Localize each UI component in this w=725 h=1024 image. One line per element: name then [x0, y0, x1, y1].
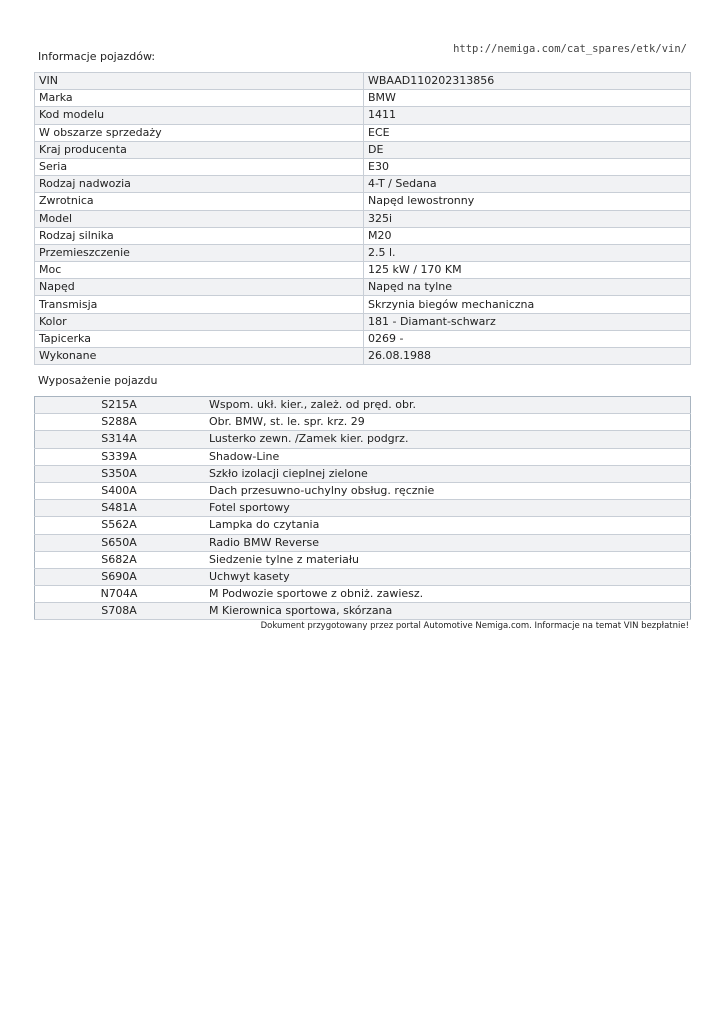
equipment-code: S650A [35, 534, 204, 551]
equipment-description: Szkło izolacji cieplnej zielone [203, 465, 691, 482]
row-value: DE [364, 141, 691, 158]
table-row [35, 210, 691, 227]
row-label: Seria [35, 158, 364, 175]
equipment-code: S682A [35, 551, 204, 568]
row-value: 0269 - [364, 330, 691, 347]
table-row [35, 176, 691, 193]
table-row [35, 414, 691, 431]
equipment-description: M Podwozie sportowe z obniż. zawiesz. [203, 586, 691, 603]
table-row [35, 158, 691, 175]
row-label: Zwrotnica [35, 193, 364, 210]
vehicle-info-table [34, 72, 691, 365]
table-row [35, 313, 691, 330]
table-row [35, 90, 691, 107]
table-row [35, 482, 691, 499]
row-label: Wykonane [35, 348, 364, 365]
equipment-code: S288A [35, 414, 204, 431]
table-row [35, 193, 691, 210]
row-value: 2.5 l. [364, 244, 691, 261]
row-label: Przemieszczenie [35, 244, 364, 261]
table-row [35, 568, 691, 585]
equipment-description: Uchwyt kasety [203, 568, 691, 585]
equipment-description: Fotel sportowy [203, 500, 691, 517]
table-row [35, 517, 691, 534]
equipment-code: S400A [35, 482, 204, 499]
row-value: 181 - Diamant-schwarz [364, 313, 691, 330]
row-label: Kod modelu [35, 107, 364, 124]
table-row [35, 586, 691, 603]
row-label: Kraj producenta [35, 141, 364, 158]
row-value: Skrzynia biegów mechaniczna [364, 296, 691, 313]
table-row [35, 465, 691, 482]
row-label: Marka [35, 90, 364, 107]
equipment-code: N704A [35, 586, 204, 603]
equipment-description: Siedzenie tylne z materiału [203, 551, 691, 568]
row-value: 1411 [364, 107, 691, 124]
equipment-heading: Wyposażenie pojazdu [38, 374, 158, 387]
table-row [35, 244, 691, 261]
row-label: Rodzaj nadwozia [35, 176, 364, 193]
table-row [35, 141, 691, 158]
row-label: Model [35, 210, 364, 227]
equipment-code: S215A [35, 397, 204, 414]
table-row [35, 448, 691, 465]
row-value: WBAAD110202313856 [364, 73, 691, 90]
row-value: ECE [364, 124, 691, 141]
table-row [35, 348, 691, 365]
row-label: VIN [35, 73, 364, 90]
equipment-description: Lampka do czytania [203, 517, 691, 534]
table-row [35, 73, 691, 90]
row-label: Moc [35, 262, 364, 279]
equipment-code: S481A [35, 500, 204, 517]
equipment-description: Dach przesuwno-uchylny obsług. ręcznie [203, 482, 691, 499]
row-value: M20 [364, 227, 691, 244]
row-label: W obszarze sprzedaży [35, 124, 364, 141]
equipment-description: Lusterko zewn. /Zamek kier. podgrz. [203, 431, 691, 448]
equipment-description: Shadow-Line [203, 448, 691, 465]
table-row [35, 124, 691, 141]
table-row [35, 262, 691, 279]
table-row [35, 330, 691, 347]
table-row [35, 397, 691, 414]
table-row [35, 431, 691, 448]
equipment-code: S350A [35, 465, 204, 482]
table-row [35, 500, 691, 517]
row-value: 325i [364, 210, 691, 227]
table-row [35, 279, 691, 296]
footer-note: Dokument przygotowany przez portal Automotive Nemiga.com. Informacje na temat VIN bezpłatnie! [260, 621, 689, 631]
vehicle-info-heading: Informacje pojazdów: [38, 50, 156, 63]
row-label: Kolor [35, 313, 364, 330]
equipment-code: S339A [35, 448, 204, 465]
equipment-code: S690A [35, 568, 204, 585]
equipment-description: Obr. BMW, st. le. spr. krz. 29 [203, 414, 691, 431]
equipment-description: Wspom. ukł. kier., zależ. od pręd. obr. [203, 397, 691, 414]
source-url: http://nemiga.com/cat_spares/etk/vin/ [453, 43, 687, 55]
table-row [35, 551, 691, 568]
row-value: BMW [364, 90, 691, 107]
equipment-description: Radio BMW Reverse [203, 534, 691, 551]
table-row [35, 534, 691, 551]
row-label: Napęd [35, 279, 364, 296]
equipment-table [34, 396, 691, 620]
table-row [35, 227, 691, 244]
equipment-code: S314A [35, 431, 204, 448]
row-value: E30 [364, 158, 691, 175]
equipment-code: S562A [35, 517, 204, 534]
row-label: Tapicerka [35, 330, 364, 347]
equipment-description: M Kierownica sportowa, skórzana [203, 603, 691, 620]
table-row [35, 296, 691, 313]
row-label: Transmisja [35, 296, 364, 313]
row-value: 4-T / Sedana [364, 176, 691, 193]
row-value: Napęd na tylne [364, 279, 691, 296]
table-row [35, 107, 691, 124]
row-value: 125 kW / 170 KM [364, 262, 691, 279]
row-label: Rodzaj silnika [35, 227, 364, 244]
row-value: 26.08.1988 [364, 348, 691, 365]
row-value: Napęd lewostronny [364, 193, 691, 210]
table-row [35, 603, 691, 620]
equipment-code: S708A [35, 603, 204, 620]
